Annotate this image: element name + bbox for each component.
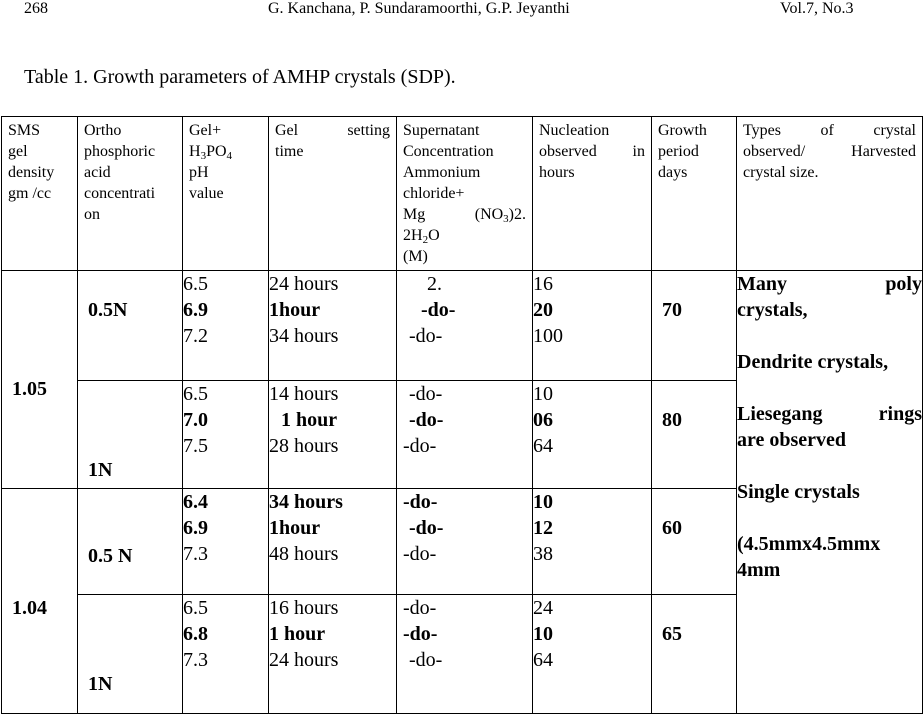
- col-sms-density: SMS gel density gm /cc: [2, 117, 78, 271]
- col-growth-period: Growth period days: [652, 117, 737, 271]
- ph-cell: 6.5 7.0 7.5: [183, 381, 269, 489]
- ph-cell: 6.5 6.9 7.2: [183, 271, 269, 381]
- growth-days-cell: 60: [652, 489, 737, 595]
- supernatant-cell: -do- -do- -do-: [397, 489, 533, 595]
- col-ortho-acid: Ortho phosphoric acid concentrati on: [78, 117, 183, 271]
- acid-concentration-cell: 1N: [78, 381, 183, 489]
- crystal-types-cell: Many poly crystals, Dendrite crystals, Liesegang rings are observed Single crystals (4.5mmx4.5mmx 4mm: [737, 271, 923, 714]
- acid-concentration-cell: 1N: [78, 595, 183, 714]
- density-cell: 1.04: [2, 489, 78, 714]
- col-gel-setting-time: Gel setting time: [269, 117, 397, 271]
- page-number: 268: [24, 0, 48, 17]
- ph-cell: 6.4 6.9 7.3: [183, 489, 269, 595]
- growth-days-cell: 80: [652, 381, 737, 489]
- nucleation-cell: 10 06 64: [533, 381, 652, 489]
- col-gel-ph: Gel+ $H_3PO_4$ pH value: [183, 117, 269, 271]
- acid-concentration-cell: 0.5N: [78, 271, 183, 381]
- gel-time-cell: 34 hours 1hour 48 hours: [269, 489, 397, 595]
- nucleation-cell: 10 12 38: [533, 489, 652, 595]
- col-crystal-types: Types of crystal observed/ Harvested crystal size.: [737, 117, 923, 271]
- col-supernatant: Supernatant Concentration Ammonium chloride+ Mg $(NO_3)2$. $2H_2O$ (M): [397, 117, 533, 271]
- page-header: [0, 0, 923, 24]
- col-nucleation: Nucleation observed in hours: [533, 117, 652, 271]
- supernatant-cell: 2. -do- -do-: [397, 271, 533, 381]
- acid-concentration-cell: 0.5 N: [78, 489, 183, 595]
- density-cell: 1.05: [2, 271, 78, 489]
- gel-time-cell: 24 hours 1hour 34 hours: [269, 271, 397, 381]
- gel-time-cell: 16 hours 1 hour 24 hours: [269, 595, 397, 714]
- gel-time-cell: 14 hours 1 hour 28 hours: [269, 381, 397, 489]
- header-row: [2, 117, 923, 271]
- table-row: [2, 271, 923, 381]
- nucleation-cell: 24 10 64: [533, 595, 652, 714]
- running-authors: G. Kanchana, P. Sundaramoorthi, G.P. Jeyanthi: [268, 0, 570, 17]
- supernatant-cell: -do- -do- -do-: [397, 595, 533, 714]
- nucleation-cell: 16 20 100: [533, 271, 652, 381]
- growth-parameters-table: [1, 116, 923, 714]
- growth-days-cell: 65: [652, 595, 737, 714]
- table-caption: Table 1. Growth parameters of AMHP crystals (SDP).: [24, 66, 456, 88]
- growth-days-cell: 70: [652, 271, 737, 381]
- supernatant-cell: -do- -do- -do-: [397, 381, 533, 489]
- ph-cell: 6.5 6.8 7.3: [183, 595, 269, 714]
- volume-issue: Vol.7, No.3: [780, 0, 854, 17]
